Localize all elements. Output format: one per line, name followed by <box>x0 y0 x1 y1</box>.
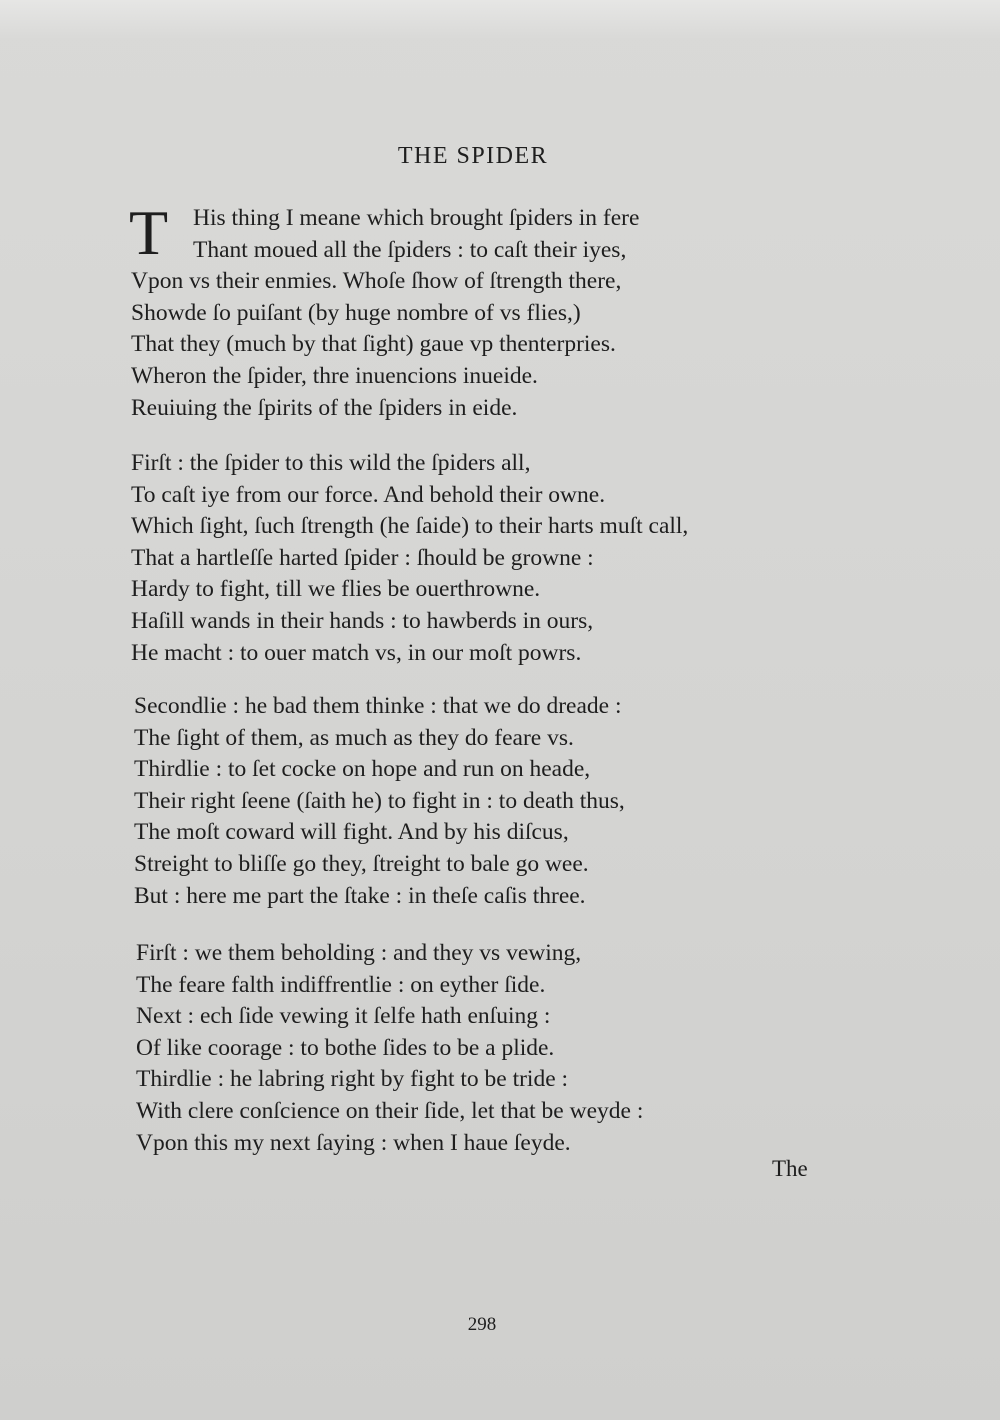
poem-line: Vpon vs their enmies. Whoſe ſhow of ſtrength there, <box>131 268 622 295</box>
poem-line: Secondlie : he bad them thinke : that we do dreade : <box>134 693 622 719</box>
poem-line: Thirdlie : to ſet cocke on hope and run on heade, <box>134 756 591 783</box>
poem-line: He macht : to ouer match vs, in our moſt powrs. <box>131 639 582 666</box>
poem-line: Vpon this my next ſaying : when I haue ſeyde. <box>136 1129 571 1156</box>
poem-line: Streight to bliſſe go they, ſtreight to bale go wee. <box>134 850 589 877</box>
poem-line: Next : ech ſide vewing it ſelfe hath enſuing : <box>136 1003 551 1030</box>
poem-line: Wheron the ſpider, thre inuencions inueide. <box>131 362 538 389</box>
page-number: 298 <box>467 1314 497 1335</box>
poem-line: Thirdlie : he labring right by fight to be tride : <box>136 1066 569 1093</box>
poem-line: The moſt coward will fight. And by his diſcus, <box>134 819 569 846</box>
poem-line: Firſt : we them beholding : and they vs vewing, <box>136 940 582 966</box>
stanza-4 <box>136 938 856 1159</box>
poem-line: Firſt : the ſpider to this wild the ſpiders all, <box>131 450 531 476</box>
poem-line: With clere conſcience on their ſide, let that be weyde : <box>136 1097 644 1124</box>
poem-line: Their right ſeene (ſaith he) to fight in : to death thus, <box>134 787 625 814</box>
poem-line: His thing I meane which brought ſpiders in fere <box>193 205 640 231</box>
stanza-1 <box>129 197 851 424</box>
stanza-3 <box>134 691 854 912</box>
poem-line: That a hartleſſe harted ſpider : ſhould be growne : <box>131 544 594 571</box>
poem-line: Showde ſo puiſant (by huge nombre of vs flies,) <box>131 299 581 326</box>
stanza-2 <box>131 448 851 669</box>
poem-line: Which ſight, ſuch ſtrength (he ſaide) to their harts muſt call, <box>131 513 689 540</box>
poem-line: To caſt iye from our force. And behold their owne. <box>131 481 606 508</box>
poem-line: Of like coorage : to bothe ſides to be a plide. <box>136 1034 555 1061</box>
poem-line: But : here me part the ſtake : in theſe caſis three. <box>134 882 586 909</box>
page-title: THE SPIDER <box>397 143 549 169</box>
poem-line: Thant moued all the ſpiders : to caſt their iyes, <box>193 236 627 263</box>
drop-cap: T <box>129 197 169 268</box>
catchword: The <box>772 1156 808 1181</box>
poem-line: Haſill wands in their hands : to hawberds in ours, <box>131 607 594 634</box>
poem-line: The feare falth indiffrentlie : on eyther ſide. <box>136 971 546 998</box>
poem-line: Reuiuing the ſpirits of the ſpiders in eide. <box>131 394 518 421</box>
poem-line: That they (much by that ſight) gaue vp thenterpries. <box>131 331 616 358</box>
poem-line: The ſight of them, as much as they do feare vs. <box>134 724 574 751</box>
poem-line: Hardy to fight, till we flies be ouerthrowne. <box>131 576 541 603</box>
